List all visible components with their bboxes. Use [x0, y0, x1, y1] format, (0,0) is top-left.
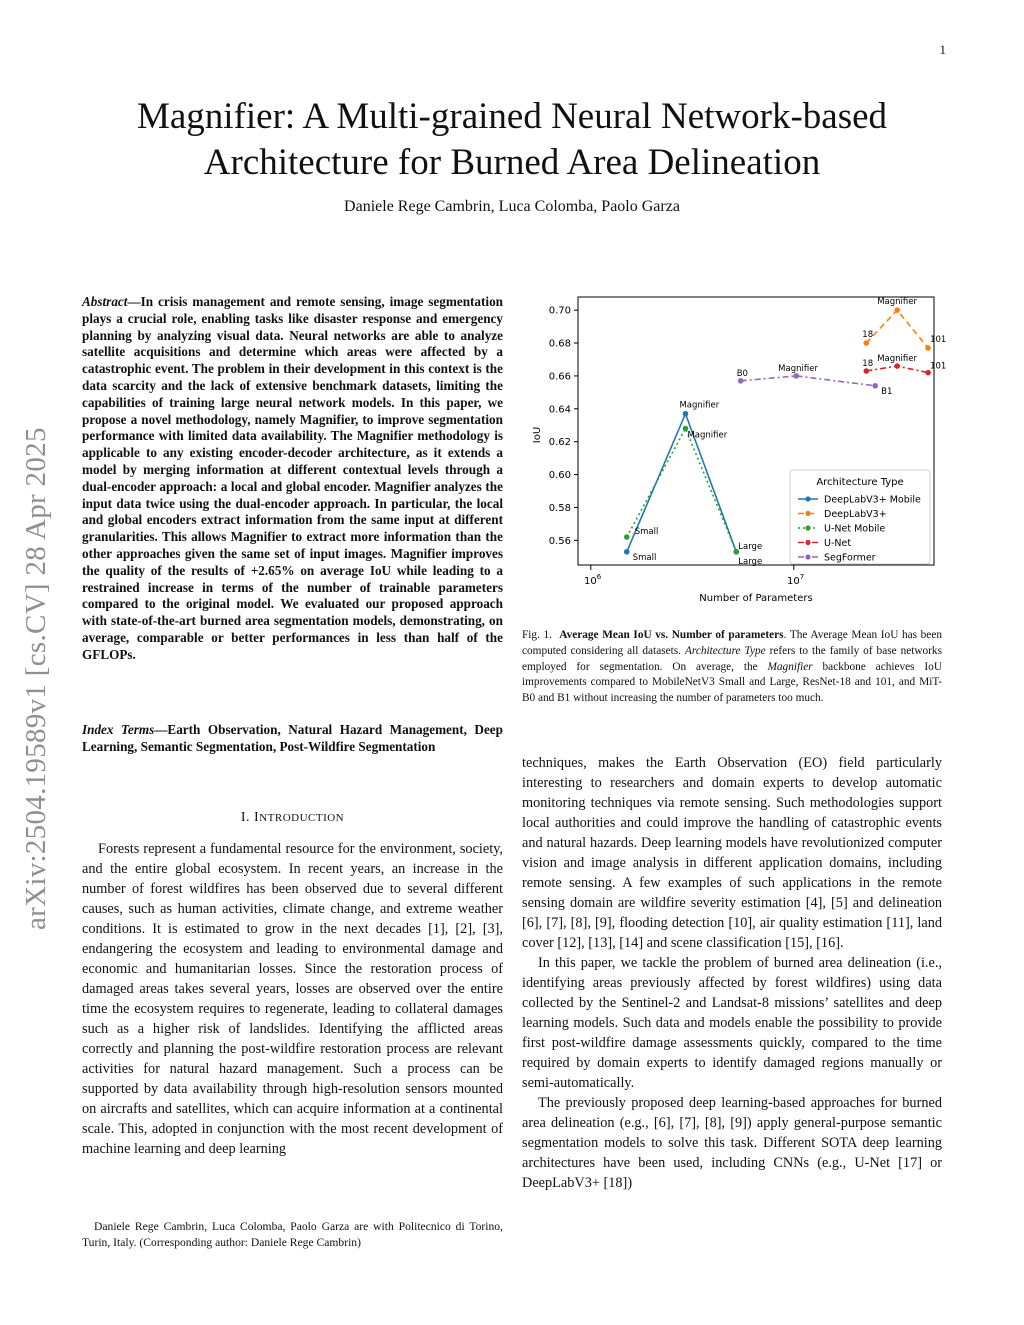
index-terms-text: —Earth Observation, Natural Hazard Management, Deep Learning, Semantic Segmentation, Post-Wildfire Segmentation: [82, 722, 503, 754]
abstract-label: Abstract: [82, 294, 128, 309]
y-tick-label: 0.68: [548, 338, 571, 350]
data-point: [624, 534, 630, 540]
point-label: B0: [736, 368, 748, 379]
figure-caption: [522, 628, 942, 707]
y-tick-label: 0.66: [548, 371, 571, 383]
legend-entry: U-Net: [824, 538, 852, 549]
legend-marker: [805, 496, 810, 501]
point-label: Large: [738, 541, 763, 552]
y-tick-label: 0.60: [548, 470, 571, 482]
data-point: [624, 549, 630, 555]
y-tick-label: 0.62: [548, 437, 571, 449]
x-tick-label-1e7: $10^7$: [787, 573, 805, 587]
y-axis-label: IoU: [532, 426, 543, 444]
point-label: 18: [862, 358, 874, 369]
paper-title-line-2: Architecture for Burned Area Delineation: [203, 142, 821, 183]
point-label: Magnifier: [679, 400, 720, 411]
data-point: [894, 307, 900, 313]
figure-label: Fig. 1.: [522, 629, 552, 641]
paper-authors: Daniele Rege Cambrin, Luca Colomba, Paolo Garza: [344, 198, 680, 215]
point-label: Magnifier: [877, 354, 917, 365]
figure-caption-italic-2: Magnifier: [767, 660, 813, 673]
point-label: B1: [881, 386, 893, 397]
data-point: [925, 345, 931, 351]
figure-caption-text-1: . The Average Mean IoU has been computed considering all datasets.: [522, 629, 942, 657]
body-paragraph-3: The previously proposed deep learning-based approaches for burned area delineation (e.g., [6], [7], [8], [9]) apply general-purpose semantic segmentation models to solve this task. Different SOTA deep learning architectures have been used, including CNNs (e.g., U-Net [17] or DeepLabV3+ [18]): [522, 1095, 942, 1191]
section-heading: [82, 810, 503, 826]
y-tick-label: 0.56: [548, 535, 571, 547]
point-label: Large: [738, 556, 763, 567]
data-point: [863, 368, 869, 374]
right-column-body: [522, 753, 942, 1193]
y-tick-label: 0.64: [548, 404, 571, 416]
legend-marker: [805, 511, 810, 516]
x-axis-label: Number of Parameters: [699, 593, 813, 604]
y-tick-label: 0.70: [548, 305, 571, 317]
legend-entry: U-Net Mobile: [824, 523, 886, 535]
legend-entry: DeepLabV3+: [824, 509, 887, 520]
body-paragraph-2: In this paper, we tackle the problem of burned area delineation (i.e., identifying areas previously affected by forest wildfires) using data collected by the Sentinel-2 and Landsat-8 missions’ satellites and deep learning models. Such data and models enable the possibility to provide first post-wildfire damage assessments quickly, compared to the time required by domain experts to identify damaged regions manually or semi-automatically.: [522, 955, 942, 1091]
paper-title-line-1: Magnifier: A Multi-grained Neural Network-based: [136, 96, 888, 137]
data-point: [863, 340, 869, 346]
point-label: 18: [862, 330, 874, 341]
abstract: [82, 294, 503, 664]
data-point: [738, 378, 744, 384]
arxiv-identifier: arXiv:2504.19589v1 [cs.CV] 28 Apr 2025: [20, 427, 52, 930]
point-label: Small: [634, 527, 659, 538]
intro-paragraph: Forests represent a fundamental resource for the environment, society, and the entire global ecosystem. In recent years, an increase in the number of forest wildfires has been observed due to several different causes, such as human activities, climate change, and extreme weather conditions. It is estimated to grow in the next decades [1], [2], [3], endangering the ecosystem and leading to environmental damage and economic and humanitarian losses. Since the restoration process of damaged areas takes several years, losses are observed over the entire time the ecosystem requires to regenerate, leading to collateral damages such as a higher risk of landslides. Identifying the afflicted areas correctly and planning the post-wildfire restoration process are relevant activities for natural hazard management. Such a process can be supported by data availability through high-resolution sensors mounted on aircrafts and satellites, which can acquire information at a continental scale. This, adopted in conjunction with the most recent development of machine learning and deep learning: [82, 841, 503, 1157]
point-label: Magnifier: [778, 363, 818, 374]
legend-entry: SegFormer: [824, 552, 876, 564]
figure-caption-text-3: backbone achieves IoU improvements compared to MobileNetV3 Small and Large, ResNet-18 and 101, and MiT-B0 and B1 without increasing the number of parameters too much.: [522, 660, 942, 705]
index-terms-label: Index Terms: [82, 722, 155, 737]
data-point: [894, 363, 900, 369]
section-number: I.: [240, 810, 251, 825]
abstract-text: —In crisis management and remote sensing, image segmentation plays a crucial role, enabling tasks like disaster response and emergency planning by analyzing visual data. Neural networks are able to analyze satellite acquisitions and determine which areas were affected by a catastrophic event. The problem in their development in this context is the data scarcity and the lack of extensive benchmark datasets, limiting the capabilities of training large neural network models. In this paper, we propose a novel methodology, namely Magnifier, to improve segmentation performance with limited data availability. The Magnifier methodology is applicable to any existing encoder-decoder architecture, as it extends a model by merging information at different contextual levels through a dual-encoder approach: a local and global encoder. Magnifier analyzes the input data twice using the dual-encoder approach. In particular, the local and global encoders extract information from the same input at different granularities. This allows Magnifier to extract more information than the other approaches given the same set of input images. Magnifier improves the quality of the results of +2.65% on average IoU while leading to a restrained increase in terms of the number of trainable parameters compared to the original model. We evaluated our proposed approach with state-of-the-art burned area segmentation models, demonstrating, on average, comparable or better performances in less than half of the GFLOPs.: [82, 294, 503, 662]
legend: [790, 470, 930, 564]
y-axis-ticks: [549, 306, 578, 547]
section-title-rest: NTRODUCTION: [259, 812, 345, 824]
point-label: Magnifier: [687, 430, 728, 441]
page-number: 1: [939, 42, 946, 57]
y-tick-label: 0.58: [548, 502, 571, 514]
point-label: Magnifier: [877, 297, 917, 308]
data-point: [683, 411, 689, 417]
body-paragraph-1: techniques, makes the Earth Observation (EO) field particularly interesting to researchers and domain experts to develop automatic monitoring techniques via remote sensing. Such methodologies support local authorities and could improve the handling of catastrophic events and natural hazards. Deep learning models have revolutionized computer vision and image analysis in different application domains, including remote sensing. A few examples of such applications in the remote sensing domain are wildfire severity estimation [4], [5] and delineation [6], [7], [8], [9], flooding detection [10], air quality estimation [11], land cover [12], [13], [14] and scene classification [15], [16].: [522, 755, 942, 951]
legend-marker: [805, 525, 810, 530]
x-axis-ticks: [584, 565, 804, 587]
data-point: [872, 383, 878, 389]
point-label: 101: [930, 334, 947, 345]
paper-title: [60, 94, 964, 186]
point-label: 101: [930, 361, 947, 372]
affiliation-footnote: Daniele Rege Cambrin, Luca Colomba, Paolo Garza are with Politecnico di Torino, Turin, Italy. (Corresponding author: Daniele Rege Cambrin): [82, 1220, 503, 1249]
figure-caption-italic-1: Architecture Type: [684, 644, 766, 657]
index-terms: [82, 722, 503, 756]
x-tick-label-1e6: $10^6$: [584, 573, 602, 587]
legend-marker: [805, 554, 810, 559]
legend-title: Architecture Type: [816, 477, 904, 488]
section-title-initial: I: [254, 810, 260, 825]
point-label: Small: [632, 552, 657, 563]
legend-entry: DeepLabV3+ Mobile: [824, 494, 921, 506]
data-point: [793, 373, 799, 379]
iou-vs-parameters-chart: [520, 295, 950, 610]
figure-caption-title: Average Mean IoU vs. Number of parameters: [559, 629, 784, 641]
legend-marker: [805, 540, 810, 545]
figure-caption-text-2: refers to the family of base networks employed for segmentation. On average, the: [522, 644, 942, 673]
